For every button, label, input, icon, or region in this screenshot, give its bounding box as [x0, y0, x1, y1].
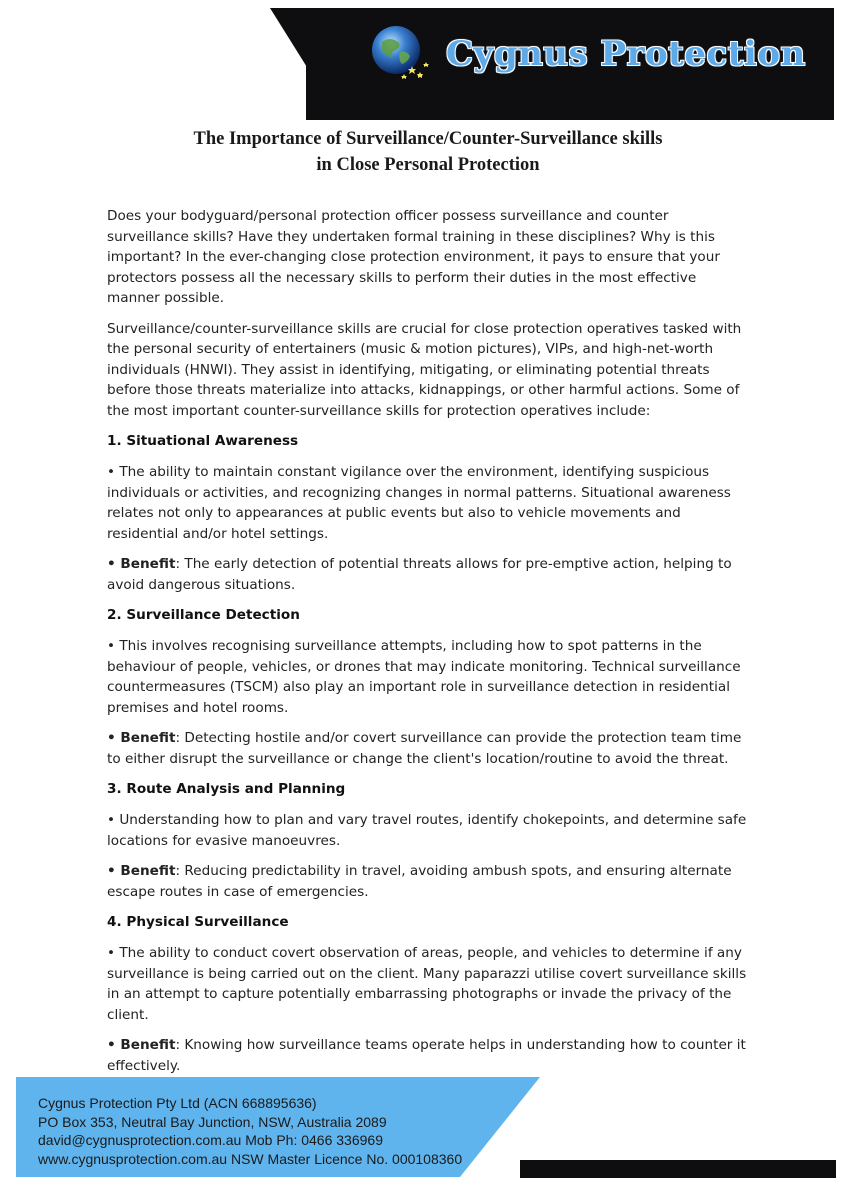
intro-paragraph: Does your bodyguard/personal protection officer possess surveillance and counter surveillance skills? Have they undertaken formal training in these disciplines? Why is this important? In the ever-changing close protection environment, it pays to ensure that your protectors possess all the necessary skills to perform their duties in the most effective manner possible. — [107, 208, 720, 306]
footer-company: Cygnus Protection Pty Ltd (ACN 668895636) — [38, 1095, 317, 1111]
section-point: • This involves recognising surveillance attempts, including how to spot patterns in the behaviour of people, vehicles, or drones that may indicate monitoring. Technical surveillance countermeasures (TSCM) also play an important role in surveillance detection in residential premises and hotel rooms. — [107, 638, 741, 716]
footer-email-phone: david@cygnusprotection.com.au Mob Ph: 0466 336969 — [38, 1132, 383, 1148]
brand-name: Cygnus Protection — [446, 34, 806, 74]
benefit-text: : Knowing how surveillance teams operate helps in understanding how to counter it effectively. — [107, 1037, 746, 1074]
section-benefit — [107, 861, 747, 902]
title-line-1: The Importance of Surveillance/Counter-Surveillance skills — [193, 129, 663, 149]
section-point: • The ability to maintain constant vigilance over the environment, identifying suspicious individuals or activities, and recognizing changes in normal patterns. Situational awareness relates not only to appearances at public events but also to vehicle movements and residential and/or hotel settings. — [107, 464, 731, 542]
section-point: • The ability to conduct covert observation of areas, people, and vehicles to determine if any surveillance is being carried out on the client. Many paparazzi utilise covert surveillance skills in an attempt to capture potentially embarrassing photographs or invade the privacy of the client. — [107, 945, 747, 1023]
globe-with-stars-icon — [368, 22, 430, 84]
title-line-2: in Close Personal Protection — [316, 155, 540, 175]
section-benefit — [107, 1035, 747, 1076]
document-title — [100, 126, 756, 178]
benefit-text: : The early detection of potential threats allows for pre-emptive action, helping to avoid dangerous situations. — [107, 556, 732, 593]
footer-black-bar — [520, 1160, 836, 1178]
benefit-text: : Reducing predictability in travel, avoiding ambush spots, and ensuring alternate escape routes in case of emergencies. — [107, 863, 732, 900]
section-heading: 2. Surveillance Detection — [107, 607, 300, 623]
footer-website-licence: www.cygnusprotection.com.au NSW Master Licence No. 000108360 — [38, 1150, 463, 1167]
benefit-label: • Benefit — [107, 730, 176, 746]
benefit-label: • Benefit — [107, 556, 176, 572]
section-point: • Understanding how to plan and vary travel routes, identify chokepoints, and determine safe locations for evasive manoeuvres. — [107, 812, 747, 849]
footer-contact — [38, 1094, 538, 1168]
benefit-label: • Benefit — [107, 1037, 176, 1053]
section-heading: 4. Physical Surveillance — [107, 914, 289, 930]
document-body — [107, 206, 747, 1086]
section-benefit — [107, 554, 747, 595]
footer-address: PO Box 353, Neutral Bay Junction, NSW, Australia 2089 — [38, 1113, 387, 1130]
intro-paragraph: Surveillance/counter-surveillance skills are crucial for close protection operatives tasked with the personal security of entertainers (music & motion pictures), VIPs, and high-net-worth individuals (HNWI). They assist in identifying, mitigating, or eliminating potential threats before those threats materialize into attacks, kidnappings, or other harmful actions. Some of the most important counter-surveillance skills for protection operatives include: — [107, 320, 742, 419]
section-benefit — [107, 728, 747, 769]
section-heading: 1. Situational Awareness — [107, 433, 299, 449]
benefit-label: • Benefit — [107, 863, 176, 879]
section-heading: 3. Route Analysis and Planning — [107, 781, 346, 797]
benefit-text: : Detecting hostile and/or covert surveillance can provide the protection team time to either disrupt the surveillance or change the client's location/routine to avoid the threat. — [107, 730, 742, 767]
